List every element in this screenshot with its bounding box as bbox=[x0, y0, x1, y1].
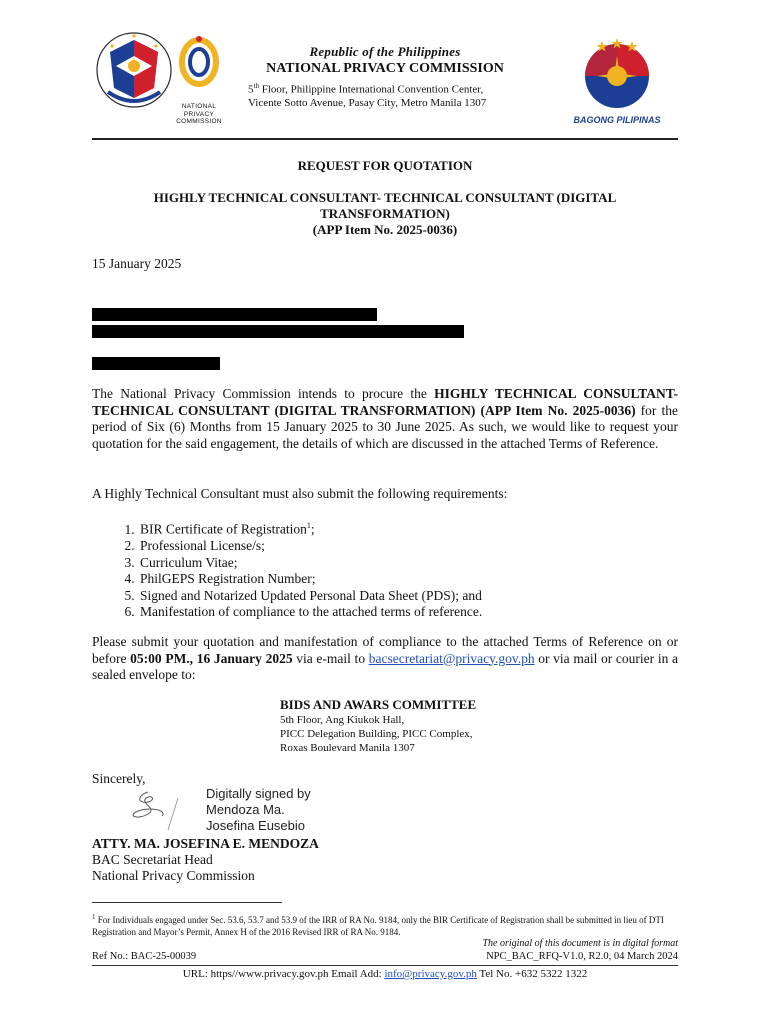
intro-paragraph: The National Privacy Commission intends to procure the HIGHLY TECHNICAL CONSULTANT- TECHNICAL CONSULTANT (DIGITAL TRANSFORMATION) (APP Item No. 2025-0036) for the period of Six (6) Months from 15 January 2025 to 30 June 2025. As such, we would like to request your quotation for the said engagement, the details of which are discussed in the attached Terms of Reference. bbox=[92, 386, 678, 451]
footnote: $^1$ For Individuals engaged under Sec. 53.6, 53.7 and 53.9 of the IRR of RA No. 9184, only the BIR Certificate of Registration shall be submitted in lieu of DTI Registration and Mayor’s Permit, Annex H of the 2016 Revised IRR of RA No. 9184. bbox=[92, 913, 664, 937]
signatory-name: ATTY. MA. JOSEFINA E. MENDOZA bbox=[92, 836, 319, 851]
signature-scribble bbox=[118, 786, 202, 834]
footer-divider bbox=[92, 965, 678, 966]
list-item: 2. Professional License/s; bbox=[138, 538, 482, 555]
bac-email-link[interactable]: bacsecretariat@privacy.gov.ph bbox=[368, 650, 535, 666]
document-version: NPC_BAC_RFQ-V1.0, R2.0, 04 March 2024 bbox=[486, 951, 678, 962]
closing-sincerely: Sincerely, bbox=[92, 771, 146, 786]
rfq-title: REQUEST FOR QUOTATION bbox=[297, 158, 473, 173]
digital-signature-text: Digitally signed by Mendoza Ma. Josefina Eusebio bbox=[206, 786, 311, 833]
footer-contact: URL: https//www.privacy.gov.ph Email Add: info@privacy.gov.ph Tel No. +632 5322 1322 bbox=[182, 968, 588, 980]
requirements-intro: A Highly Technical Consultant must also submit the following requirements: bbox=[92, 486, 508, 501]
redacted-recipient-name bbox=[92, 308, 377, 321]
npc-logo-text: NATIONAL PRIVACY COMMISSION bbox=[176, 103, 222, 125]
info-email-link[interactable]: info@privacy.gov.ph bbox=[384, 968, 477, 980]
signatory-org: National Privacy Commission bbox=[92, 868, 255, 883]
bac-address: 5th Floor, Ang Kiukok Hall, PICC Delegation Building, PICC Complex, Roxas Boulevard Manila 1307 bbox=[280, 714, 473, 754]
philippine-seal-logo bbox=[94, 30, 174, 110]
bagong-pilipinas-label: BAGONG PILIPINAS bbox=[573, 115, 661, 125]
header-divider bbox=[92, 138, 678, 140]
original-format-note: The original of this document is in digital format bbox=[482, 938, 678, 949]
bagong-pilipinas-logo bbox=[566, 38, 668, 124]
reference-number: Ref No.: BAC-25-00039 bbox=[92, 951, 197, 962]
list-item: 6. Manifestation of compliance to the attached terms of reference. bbox=[138, 604, 482, 621]
requirements-list bbox=[92, 518, 482, 621]
signatory-position: BAC Secretariat Head bbox=[92, 852, 213, 867]
list-item: 3. Curriculum Vitae; bbox=[138, 555, 482, 572]
redacted-recipient-address bbox=[92, 325, 464, 338]
list-item: 4. PhilGEPS Registration Number; bbox=[138, 571, 482, 588]
submission-paragraph: Please submit your quotation and manifestation of compliance to the attached Terms of Reference on or before 05:00 PM., 16 January 2025 via e-mail to bacsecretariat@privacy.gov.ph or via mail or courier in a sealed envelope to: bbox=[92, 634, 678, 682]
list-item: 1. BIR Certificate of Registration$^1$; bbox=[138, 518, 482, 538]
npc-logo bbox=[172, 34, 226, 124]
list-item: 5. Signed and Notarized Updated Personal Data Sheet (PDS); and bbox=[138, 588, 482, 605]
project-title: HIGHLY TECHNICAL CONSULTANT- TECHNICAL CONSULTANT (DIGITAL TRANSFORMATION) (APP Item No. 2025-0036) bbox=[153, 190, 617, 237]
republic-heading: Republic of the Philippines bbox=[309, 44, 461, 59]
redacted-salutation bbox=[92, 357, 220, 370]
footnote-divider bbox=[92, 902, 282, 903]
agency-name: NATIONAL PRIVACY COMMISSION bbox=[266, 61, 504, 76]
bac-title: BIDS AND AWARS COMMITTEE bbox=[280, 697, 477, 712]
letter-date: 15 January 2025 bbox=[92, 256, 182, 271]
agency-address: 5th Floor, Philippine International Convention Center, Vicente Sotto Avenue, Pasay City, Metro Manila 1307 bbox=[248, 82, 487, 109]
